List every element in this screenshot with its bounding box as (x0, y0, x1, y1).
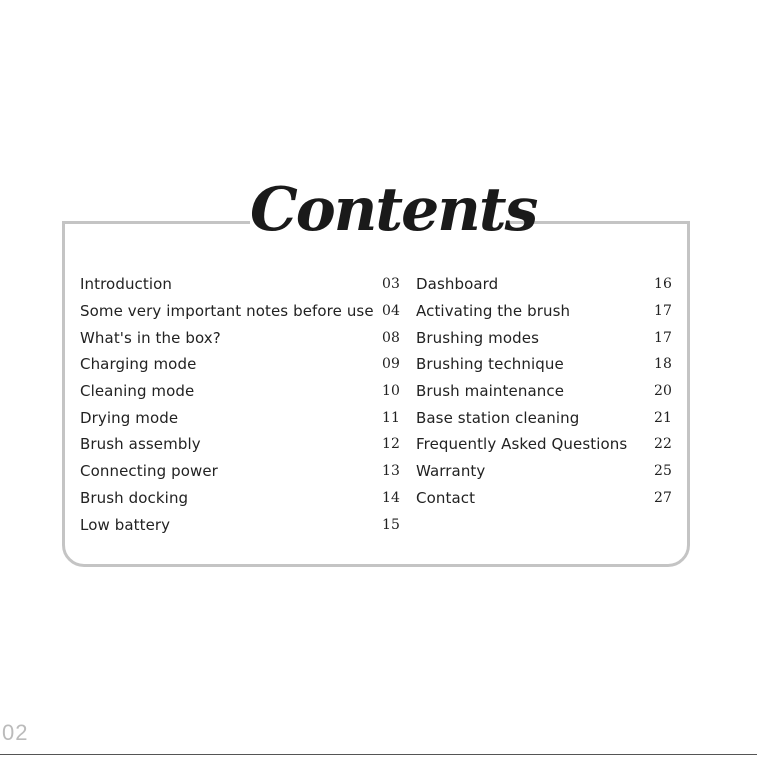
toc-entry[interactable] (80, 485, 400, 512)
toc-column-right (416, 271, 672, 511)
toc-entry-page: 04 (381, 303, 400, 320)
toc-entry-label: Drying mode (80, 408, 179, 427)
toc-column-left (80, 271, 400, 538)
toc-entry[interactable] (80, 458, 400, 485)
toc-entry-label: Cleaning mode (80, 382, 195, 401)
toc-entry-page: 27 (653, 489, 672, 506)
toc-entry-page: 15 (381, 516, 400, 533)
toc-entry-page: 12 (381, 436, 400, 453)
page-number: 02 (2, 720, 29, 745)
toc-entry-label: Brushing modes (416, 328, 540, 347)
toc-entry-label: Introduction (80, 275, 173, 294)
toc-entry[interactable] (416, 378, 672, 405)
toc-entry-label: Frequently Asked Questions (416, 435, 628, 454)
toc-entry[interactable] (416, 271, 672, 298)
toc-entry[interactable] (80, 351, 400, 378)
toc-entry-page: 03 (381, 276, 400, 293)
page-title: Contents (250, 175, 537, 245)
toc-entry-page: 17 (653, 303, 672, 320)
toc-entry-page: 18 (653, 356, 672, 373)
toc-entry-label: Activating the brush (416, 302, 571, 321)
toc-entry-page: 16 (653, 276, 672, 293)
toc-entry-page: 09 (381, 356, 400, 373)
toc-entry-label: Contact (416, 488, 476, 507)
toc-entry-label: Charging mode (80, 355, 197, 374)
bottom-divider (0, 754, 757, 755)
toc-entry-label: Low battery (80, 515, 171, 534)
toc-entry-label: Brushing technique (416, 355, 564, 374)
toc-entry-page: 13 (381, 463, 400, 480)
toc-entry-label: Connecting power (80, 462, 218, 481)
toc-entry-page: 20 (653, 383, 672, 400)
toc-entry[interactable] (416, 431, 672, 458)
toc-entry-label: What's in the box? (80, 328, 221, 347)
toc-entry-label: Warranty (416, 462, 486, 481)
toc-entry-page: 11 (381, 409, 400, 426)
toc-entry-label: Brush docking (80, 488, 189, 507)
toc-entry[interactable] (80, 511, 400, 538)
toc-entry[interactable] (416, 298, 672, 325)
toc-entry-page: 10 (381, 383, 400, 400)
toc-entry-page: 14 (381, 489, 400, 506)
toc-entry-page: 08 (381, 329, 400, 346)
toc-entry-label: Some very important notes before use (80, 302, 374, 321)
toc-entry-page: 17 (653, 329, 672, 346)
toc-entry-label: Dashboard (416, 275, 499, 294)
toc-entry-page: 25 (653, 463, 672, 480)
toc-entry-label: Brush maintenance (416, 382, 565, 401)
toc-entry[interactable] (80, 271, 400, 298)
toc-entry[interactable] (416, 404, 672, 431)
toc-entry-page: 21 (653, 409, 672, 426)
toc-entry[interactable] (416, 485, 672, 512)
toc-entry[interactable] (80, 378, 400, 405)
toc-entry[interactable] (80, 298, 400, 325)
toc-entry[interactable] (80, 404, 400, 431)
toc-entry-label: Base station cleaning (416, 408, 580, 427)
toc-entry-page: 22 (653, 436, 672, 453)
toc-entry[interactable] (416, 458, 672, 485)
toc-entry[interactable] (80, 324, 400, 351)
toc-entry[interactable] (80, 431, 400, 458)
toc-entry[interactable] (416, 351, 672, 378)
toc-entry[interactable] (416, 324, 672, 351)
toc-entry-label: Brush assembly (80, 435, 201, 454)
